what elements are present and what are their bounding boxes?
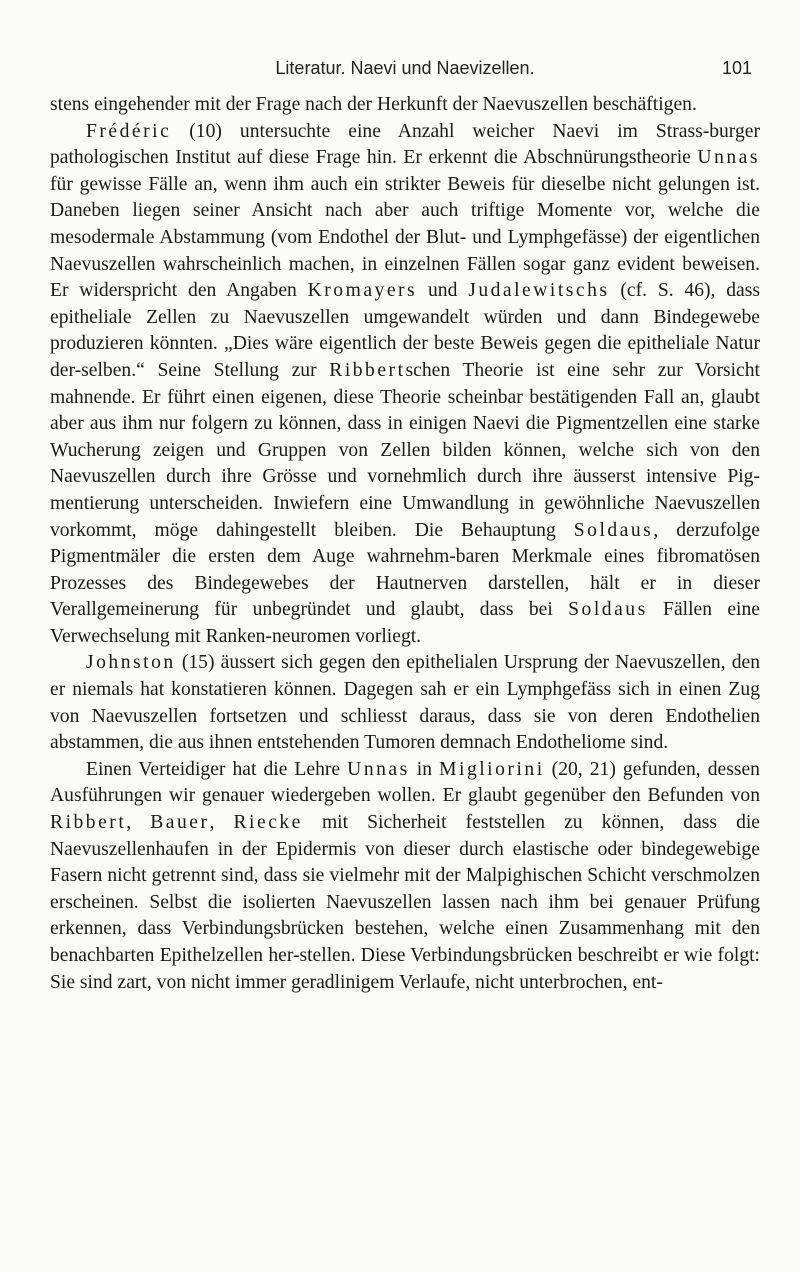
text-run: (15) äussert sich gegen den epithelialen Ursprung der Naevuszellen, den er niemals hat konstatieren können. Dagegen sah er ein Lymphgefäss sich in einen Zug von Naevuszellen fortsetzen und schliesst daraus, dass sie von deren Endothelien abstammen, die aus ihnen entstehenden Tumoren demnach Endotheliome sind. — [50, 652, 760, 754]
author-name: Migliorini — [439, 758, 545, 780]
text-run: mit Sicherheit feststellen zu können, dass die Naevuszellenhaufen in der Epidermis von dieser durch elastische oder bindegewebige Fasern nicht getrennt sind, dass sie vielmehr mit der Malpighischen Schicht verschmolzen erscheinen. Selbst die isolierten Naevuszellen lassen nach ihm bei genauer Prüfung erkennen, dass Verbindungsbrücken bestehen, welche einen Zusammenhang mit den benachbarten Epithelzellen her-stellen. Diese Verbindungsbrücken beschreibt er wie folgt: Sie sind zart, von nicht immer geradlinigem Verlaufe, nicht unterbrochen, ent- — [50, 812, 761, 993]
text-run: (cf. S. 46), dass epitheliale Zellen zu Naevuszellen umgewandelt würden und dann Bindegewebe produzieren könnten. „Dies wäre eigentlich der beste Beweis gegen die epitheliale Natur der-selben.“ Seine Stellung zur — [50, 280, 760, 381]
author-name: Judalewitschs — [468, 280, 610, 302]
text-run: in — [409, 758, 440, 780]
paragraph-frederic — [50, 119, 760, 651]
author-name: Frédéric — [86, 120, 172, 142]
text-run: Fällen eine Verwechselung mit Ranken-neuromen vorliegt. — [50, 599, 760, 647]
body-text — [50, 92, 760, 996]
author-name: Johnston — [86, 652, 176, 674]
paragraph-migliorini — [50, 757, 760, 996]
text-run: (20, 21) gefunden, dessen Ausführungen wir genauer wiedergeben wollen. Er glaubt gegenüber den Befunden von — [50, 758, 760, 807]
text-run: , derzufolge Pigmentmäler die ersten dem Auge wahrnehm-baren Merkmale eines fibromatösen Prozesses des Bindegewebes der Hautnerven darstellen, hält er in dieser Verallgemeinerung für unbegründet und glaubt, dass bei — [50, 519, 760, 621]
text-run: schen Theorie ist eine sehr zur Vorsicht mahnende. Er führt einen eigenen, diese Theorie scheinbar bestätigenden Fall an, glaubt aber aus ihm nur folgern zu können, dass in einigen Naevi die Pigmentzellen eine starke Wucherung zeigen und Gruppen von Zellen bilden können, welche sich von den Naevuszellen durch ihre Grösse und vornehmlich durch ihre äusserst intensive Pig-mentierung unterscheiden. Inwiefern eine Umwandlung in gewöhnliche Naevuszellen vorkommt, möge dahingestellt bleiben. Die Behauptung — [50, 359, 760, 541]
running-title: Literatur. Naevi und Naevizellen. — [275, 58, 535, 78]
author-name: Ribbert — [329, 359, 406, 381]
text-run: und — [417, 280, 469, 302]
author-name: Bauer — [150, 812, 210, 834]
text-run: , — [209, 812, 234, 834]
text-run: Einen Verteidiger hat die Lehre — [86, 758, 348, 780]
text-run: , — [126, 812, 151, 834]
running-header — [50, 58, 760, 82]
author-name: Unnas — [697, 147, 760, 169]
text-run: für gewisse Fälle an, wenn ihm auch ein strikter Beweis für dieselbe nicht gelungen ist. Daneben liegen seiner Ansicht nach aber auch triftige Momente vor, welche die mesodermale Abstammung (vom Endothel der Blut- und Lymphgefässe) der eigentlichen Naevuszellen wahrscheinlich machen, in einzelnen Fällen sogar ganz evident beweisen. Er widerspricht den Angaben — [50, 173, 760, 302]
paragraph-continuation: stens eingehender mit der Frage nach der Herkunft der Naevuszellen beschäftigen. — [50, 94, 697, 115]
paragraph-johnston — [50, 650, 760, 756]
author-name: Riecke — [233, 812, 303, 834]
author-name: Soldaus — [568, 599, 648, 621]
author-name: Ribbert — [50, 812, 127, 834]
page-number: 101 — [721, 58, 752, 78]
author-name: Unnas — [347, 758, 410, 780]
author-name: Soldaus — [573, 519, 654, 541]
author-name: Kromayers — [307, 280, 418, 302]
text-run: (10) untersuchte eine Anzahl weicher Naevi im Strass-burger pathologischen Institut auf diese Frage hin. Er erkennt die Abschnürungstheorie — [50, 120, 760, 169]
